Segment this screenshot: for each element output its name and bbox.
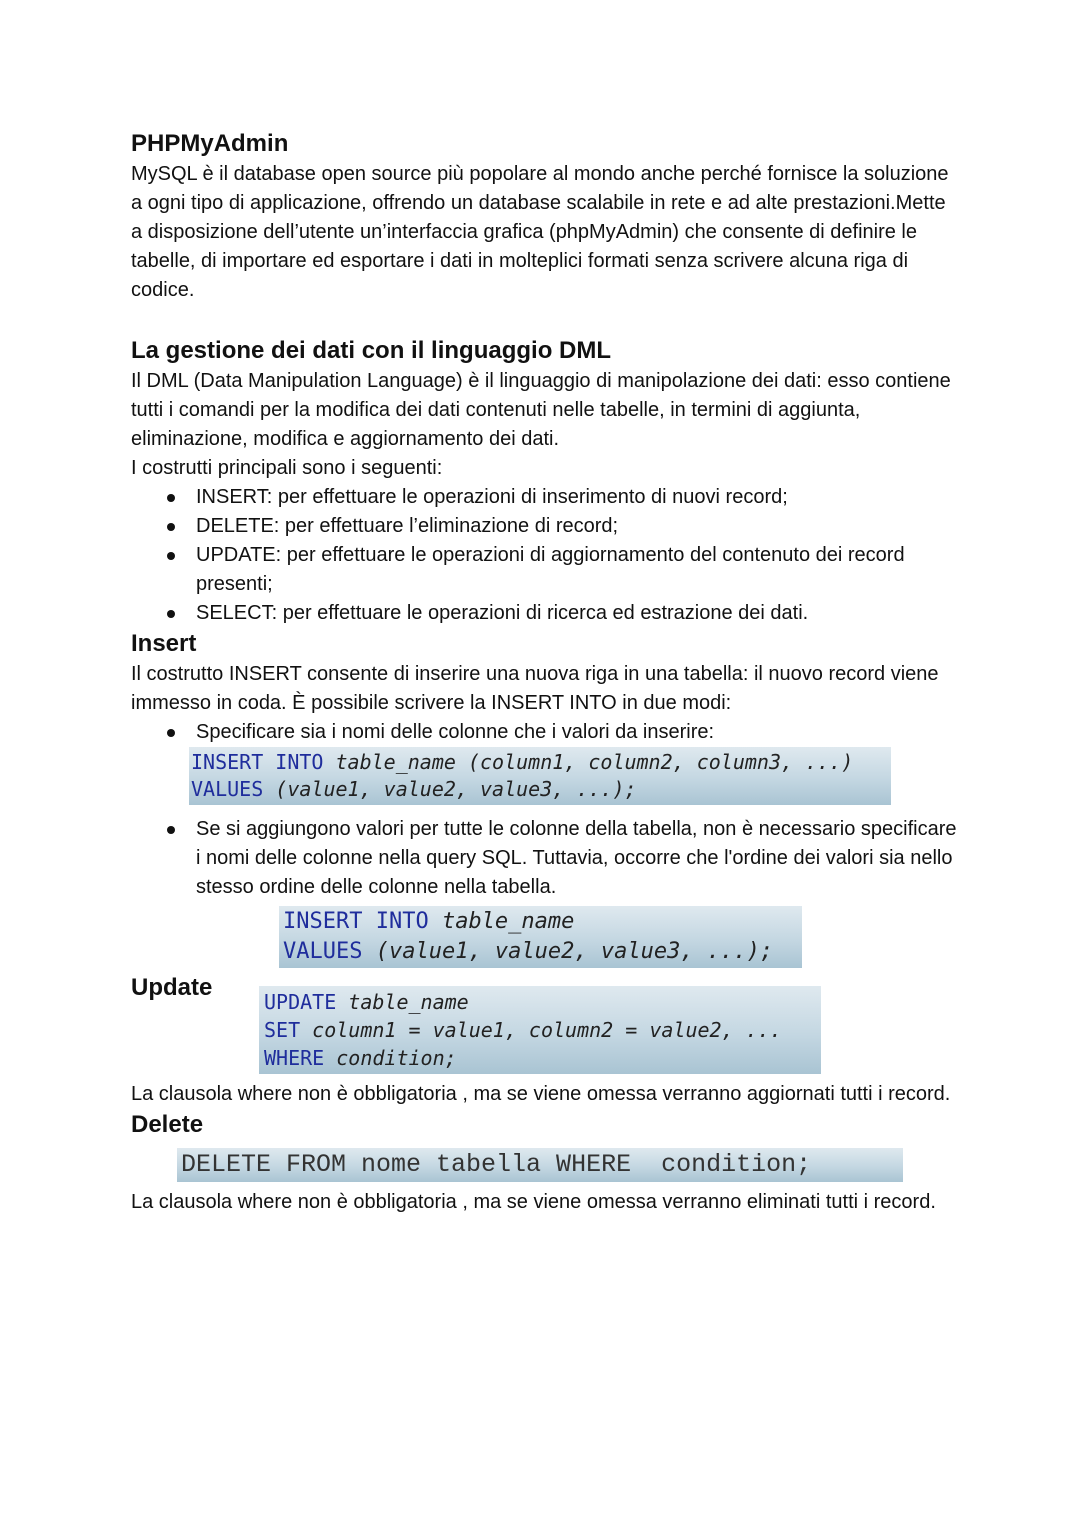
dml-intro: I costrutti principali sono i seguenti: — [131, 457, 443, 479]
code-text: table_name — [428, 909, 575, 934]
delete-code-snippet: DELETE FROM nome tabella WHERE condition; — [177, 1148, 903, 1182]
insert-code-snippet-short — [279, 906, 802, 968]
code-text: column1 = value1, column2 = value2, ... — [300, 1018, 782, 1042]
code-keyword: INSERT INTO — [191, 750, 324, 774]
insert-paragraph: Il costrutto INSERT consente di inserire una nuova riga in una tabella: il nuovo record viene immesso in coda. È possibile scrivere la INSERT INTO in due modi: — [131, 663, 939, 714]
code-keyword: VALUES — [191, 777, 264, 801]
code-text: condition; — [324, 1046, 457, 1070]
document-page — [131, 128, 961, 1217]
code-keyword: VALUES — [283, 939, 363, 964]
dml-list — [131, 483, 961, 628]
delete-paragraph: La clausola where non è obbligatoria , ma se viene omessa verranno eliminati tutti i record. — [131, 1191, 936, 1213]
code-text: table_name — [336, 990, 469, 1014]
code-keyword: INSERT INTO — [283, 909, 429, 934]
dml-paragraph: Il DML (Data Manipulation Language) è il linguaggio di manipolazione dei dati: esso contiene tutti i comandi per la modifica dei dati contenuti nelle tabelle, in termini di aggiunta, eliminazione, modifica e aggiornamento dei dati. — [131, 370, 951, 450]
section-title-phpmyadmin: PHPMyAdmin — [131, 130, 289, 157]
section-title-insert: Insert — [131, 630, 197, 657]
code-text: (value1, value2, value3, ...); — [263, 777, 637, 801]
code-keyword: WHERE — [264, 1046, 325, 1070]
list-item: INSERT: per effettuare le operazioni di inserimento di nuovi record; — [196, 483, 961, 512]
section-title-dml: La gestione dei dati con il linguaggio DML — [131, 337, 612, 364]
section-title-delete: Delete — [131, 1111, 204, 1138]
insert-list — [131, 718, 961, 747]
code-text: table_name (column1, column2, column3, ...) — [323, 750, 854, 774]
code-keyword: SET — [264, 1018, 301, 1042]
phpmyadmin-paragraph: MySQL è il database open source più popolare al mondo anche perché fornisce la soluzione a ogni tipo di applicazione, offrendo un database scalabile in rete e ad alte prestazioni.Mette a disposizione dell’utente un’interfaccia grafica (phpMyAdmin) che consente di definire le tabelle, di importare ed esportare i dati in molteplici formati senza scrivere alcuna riga di codice. — [131, 163, 949, 301]
insert-list-2 — [131, 815, 961, 902]
insert-code-snippet-full — [189, 747, 891, 805]
section-title-update: Update — [131, 974, 213, 1001]
list-item: Specificare sia i nomi delle colonne che i valori da inserire: — [196, 718, 961, 747]
code-text: (value1, value2, value3, ...); — [362, 939, 774, 964]
list-item: Se si aggiungono valori per tutte le colonne della tabella, non è necessario specificare i nomi delle colonne nella query SQL. Tuttavia, occorre che l'ordine dei valori sia nello stesso ordine delle colonne nella tabella. — [196, 815, 961, 902]
list-item: DELETE: per effettuare l’eliminazione di record; — [196, 512, 961, 541]
code-keyword: UPDATE — [264, 990, 337, 1014]
list-item: UPDATE: per effettuare le operazioni di aggiornamento del contenuto dei record presenti; — [196, 541, 961, 599]
update-paragraph: La clausola where non è obbligatoria , ma se viene omessa verranno aggiornati tutti i record. — [131, 1083, 951, 1105]
list-item: SELECT: per effettuare le operazioni di ricerca ed estrazione dei dati. — [196, 599, 961, 628]
update-code-snippet — [259, 986, 821, 1074]
